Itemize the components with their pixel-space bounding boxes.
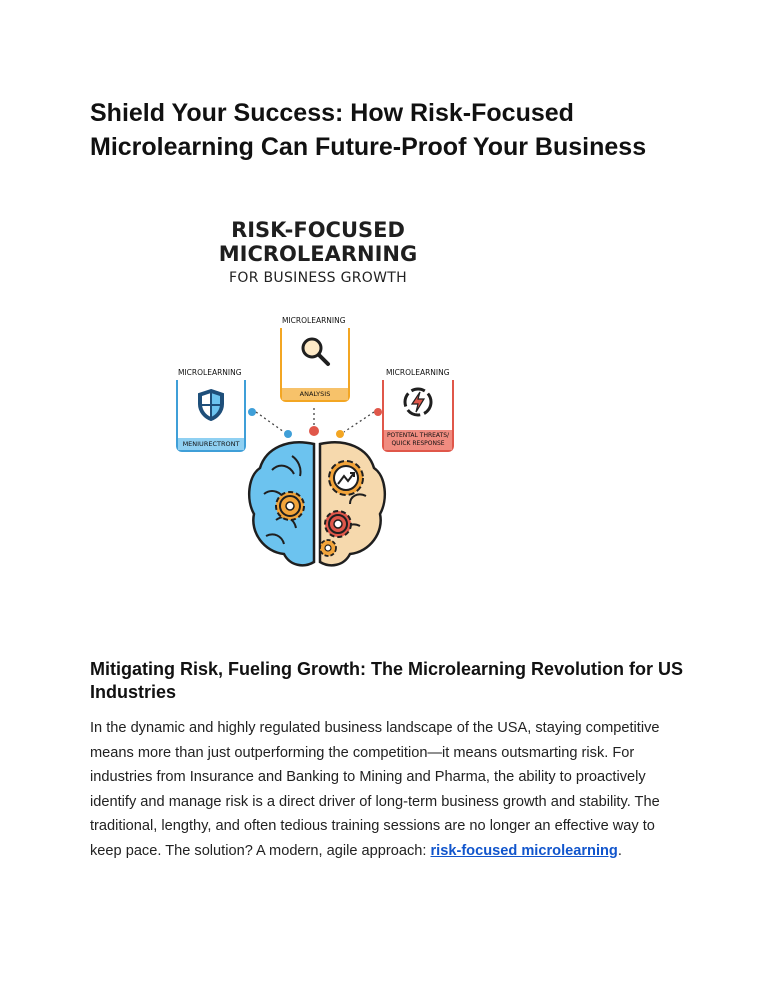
body-paragraph (90, 716, 690, 863)
gear-icon (325, 511, 351, 537)
card-left-label: MICROLEARNING (178, 368, 242, 377)
infographic-title-line2: MICROLEARNING (218, 242, 418, 266)
card-center-label: MICROLEARNING (282, 316, 346, 325)
card-center-bar: ANALYSIS (282, 388, 348, 400)
card-right-bar: POTENTAL THREATS/ QUICK RESPONSE (384, 430, 452, 450)
paragraph-end: . (617, 842, 622, 859)
growth-gear-icon (329, 461, 363, 495)
gear-icon (276, 492, 304, 520)
risk-focused-microlearning-link[interactable]: risk-focused microlearning (430, 842, 618, 859)
card-right-label: MICROLEARNING (386, 368, 450, 377)
card-left-bar: MENIURECTRONT (178, 438, 244, 450)
paragraph-text: In the dynamic and highly regulated business landscape of the USA, staying competitive means more than just outperforming the competition—it means outsmarting risk. For industries from Insurance and Banking to Mining and Pharma, the ability to proactively identify and manage risk is a direct driver of long-term business growth and stability. The traditional, lengthy, and often tedious training sessions are no longer an effective way to keep pace. The solution? A modern, agile approach: (90, 720, 660, 859)
infographic-subtitle: FOR BUSINESS GROWTH (229, 270, 407, 286)
infographic (168, 196, 468, 616)
article-title: Shield Your Success: How Risk-Focused Microlearning Can Future-Proof Your Business (90, 99, 647, 161)
brain-illustration (168, 396, 468, 596)
gear-icon (320, 540, 336, 556)
infographic-title-line1: RISK-FOCUSED (231, 218, 405, 242)
magnifier-icon (298, 334, 332, 368)
section-heading: Mitigating Risk, Fueling Growth: The Microlearning Revolution for US Industries (90, 659, 684, 702)
card-center (280, 328, 350, 402)
